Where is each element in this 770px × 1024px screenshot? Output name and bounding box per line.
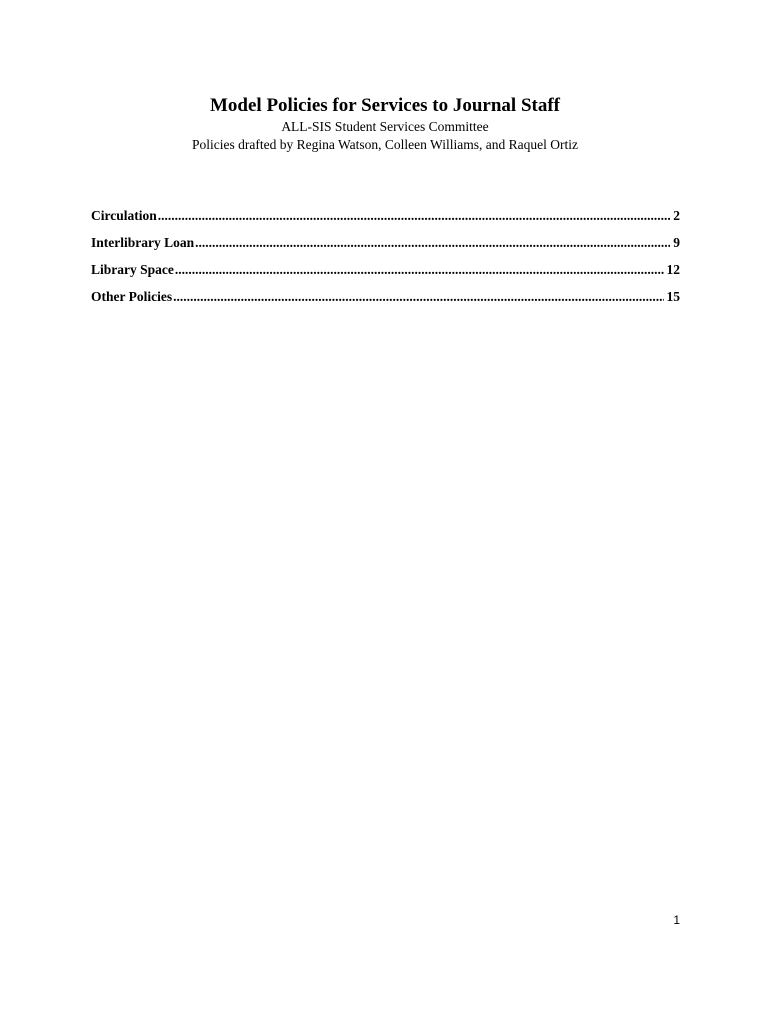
toc-entry-page: 12: [666, 262, 680, 277]
toc-entry-label: Interlibrary Loan: [91, 235, 195, 250]
toc-entry-page: 2: [673, 208, 680, 223]
page-number: 1: [673, 913, 680, 927]
toc-dot-leader: [175, 261, 664, 279]
toc-entry-interlibrary-loan[interactable]: [91, 234, 680, 261]
toc-dot-leader: [195, 234, 670, 252]
authors-line: Policies drafted by Regina Watson, Colleen Williams, and Raquel Ortiz: [192, 137, 578, 152]
toc-entry-label: Other Policies: [91, 289, 173, 304]
toc-entry-page: 15: [666, 289, 680, 304]
toc-entry-library-space[interactable]: [91, 261, 680, 288]
document-title: Model Policies for Services to Journal Staff: [209, 95, 561, 116]
table-of-contents: [91, 207, 680, 315]
toc-entry-label: Circulation: [91, 208, 157, 223]
toc-entry-circulation[interactable]: [91, 207, 680, 234]
toc-dot-leader: [173, 288, 663, 306]
committee-name: ALL-SIS Student Services Committee: [281, 119, 489, 134]
toc-entry-other-policies[interactable]: [91, 288, 680, 315]
toc-entry-label: Library Space: [91, 262, 174, 277]
toc-dot-leader: [158, 207, 670, 225]
toc-entry-page: 9: [673, 235, 680, 250]
